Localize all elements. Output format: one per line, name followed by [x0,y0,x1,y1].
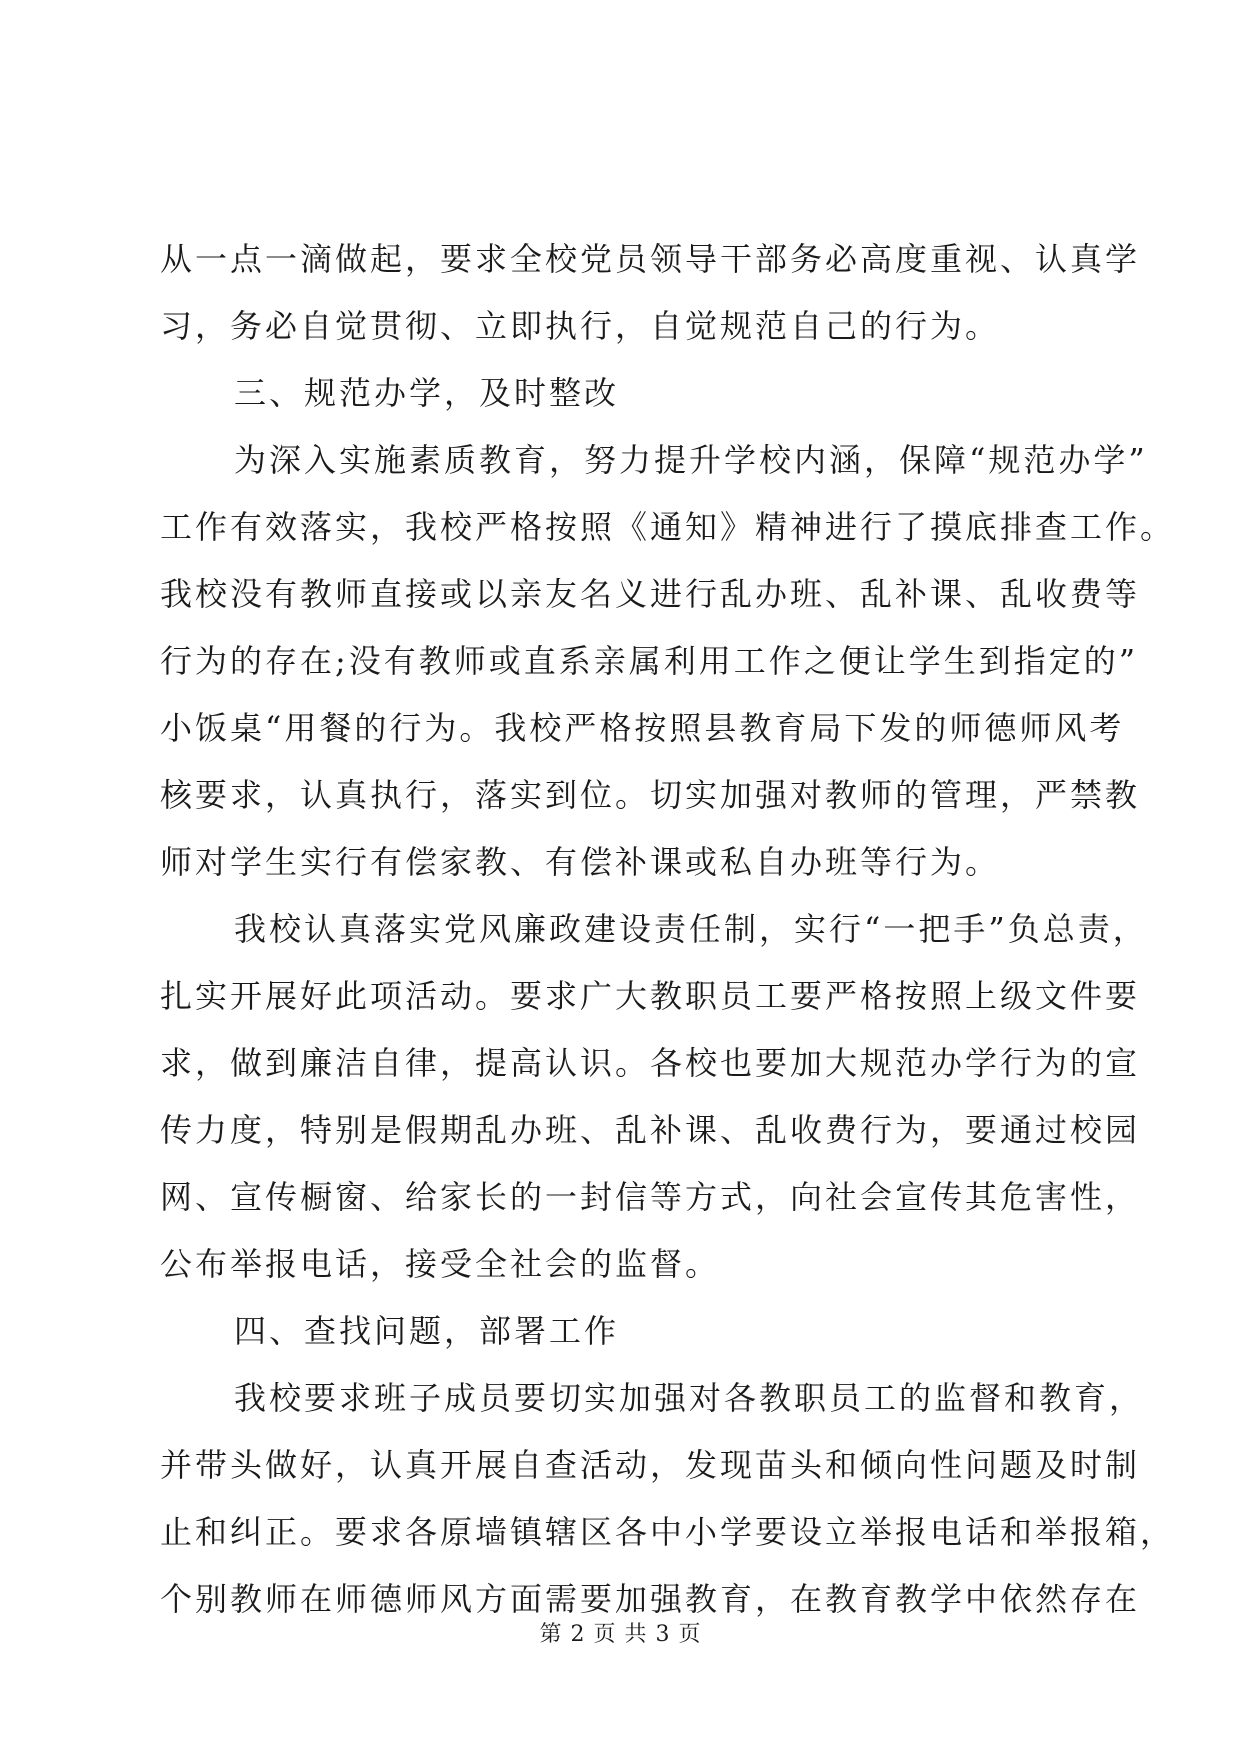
text-line: 从一点一滴做起，要求全校党员领导干部务必高度重视、认真学 [160,240,1141,278]
text-line: 师对学生实行有偿家教、有偿补课或私自办班等行为。 [160,843,1001,881]
text-line: 求，做到廉洁自律，提高认识。各校也要加大规范办学行为的宣 [160,1044,1141,1082]
text-line: 为深入实施素质教育，努力提升学校内涵，保障“规范办学” [234,441,1148,479]
text-line: 网、宣传橱窗、给家长的一封信等方式，向社会宣传其危害性， [160,1178,1141,1216]
text-line: 四、查找问题，部署工作 [234,1312,620,1350]
text-line: 扎实开展好此项活动。要求广大教职员工要严格按照上级文件要 [160,977,1141,1015]
text-line: 三、规范办学，及时整改 [234,374,620,412]
text-line: 止和纠正。要求各原墙镇辖区各中小学要设立举报电话和举报箱， [160,1513,1176,1551]
text-line: 并带头做好，认真开展自查活动，发现苗头和倾向性问题及时制 [160,1446,1141,1484]
text-line: 我校要求班子成员要切实加强对各教职员工的监督和教育， [234,1379,1145,1417]
text-line: 个别教师在师德师风方面需要加强教育，在教育教学中依然存在 [160,1580,1141,1618]
text-line: 习，务必自觉贯彻、立即执行，自觉规范自己的行为。 [160,307,1001,345]
text-line: 公布举报电话，接受全社会的监督。 [160,1245,721,1283]
text-line: 传力度，特别是假期乱办班、乱补课、乱收费行为，要通过校园 [160,1111,1141,1149]
text-line: 核要求，认真执行，落实到位。切实加强对教师的管理，严禁教 [160,776,1141,814]
page-footer: 第 2 页 共 3 页 [539,1622,702,1647]
text-line: 行为的存在;没有教师或直系亲属利用工作之便让学生到指定的” [160,642,1139,680]
text-line: 工作有效落实，我校严格按照《通知》精神进行了摸底排查工作。 [160,508,1176,546]
body-text [160,226,1176,1633]
text-line: 我校认真落实党风廉政建设责任制，实行“一把手”负总责， [234,910,1148,948]
text-line: 小饭桌“用餐的行为。我校严格按照县教育局下发的师德师风考 [160,709,1125,747]
text-line: 我校没有教师直接或以亲友名义进行乱办班、乱补课、乱收费等 [160,575,1141,613]
